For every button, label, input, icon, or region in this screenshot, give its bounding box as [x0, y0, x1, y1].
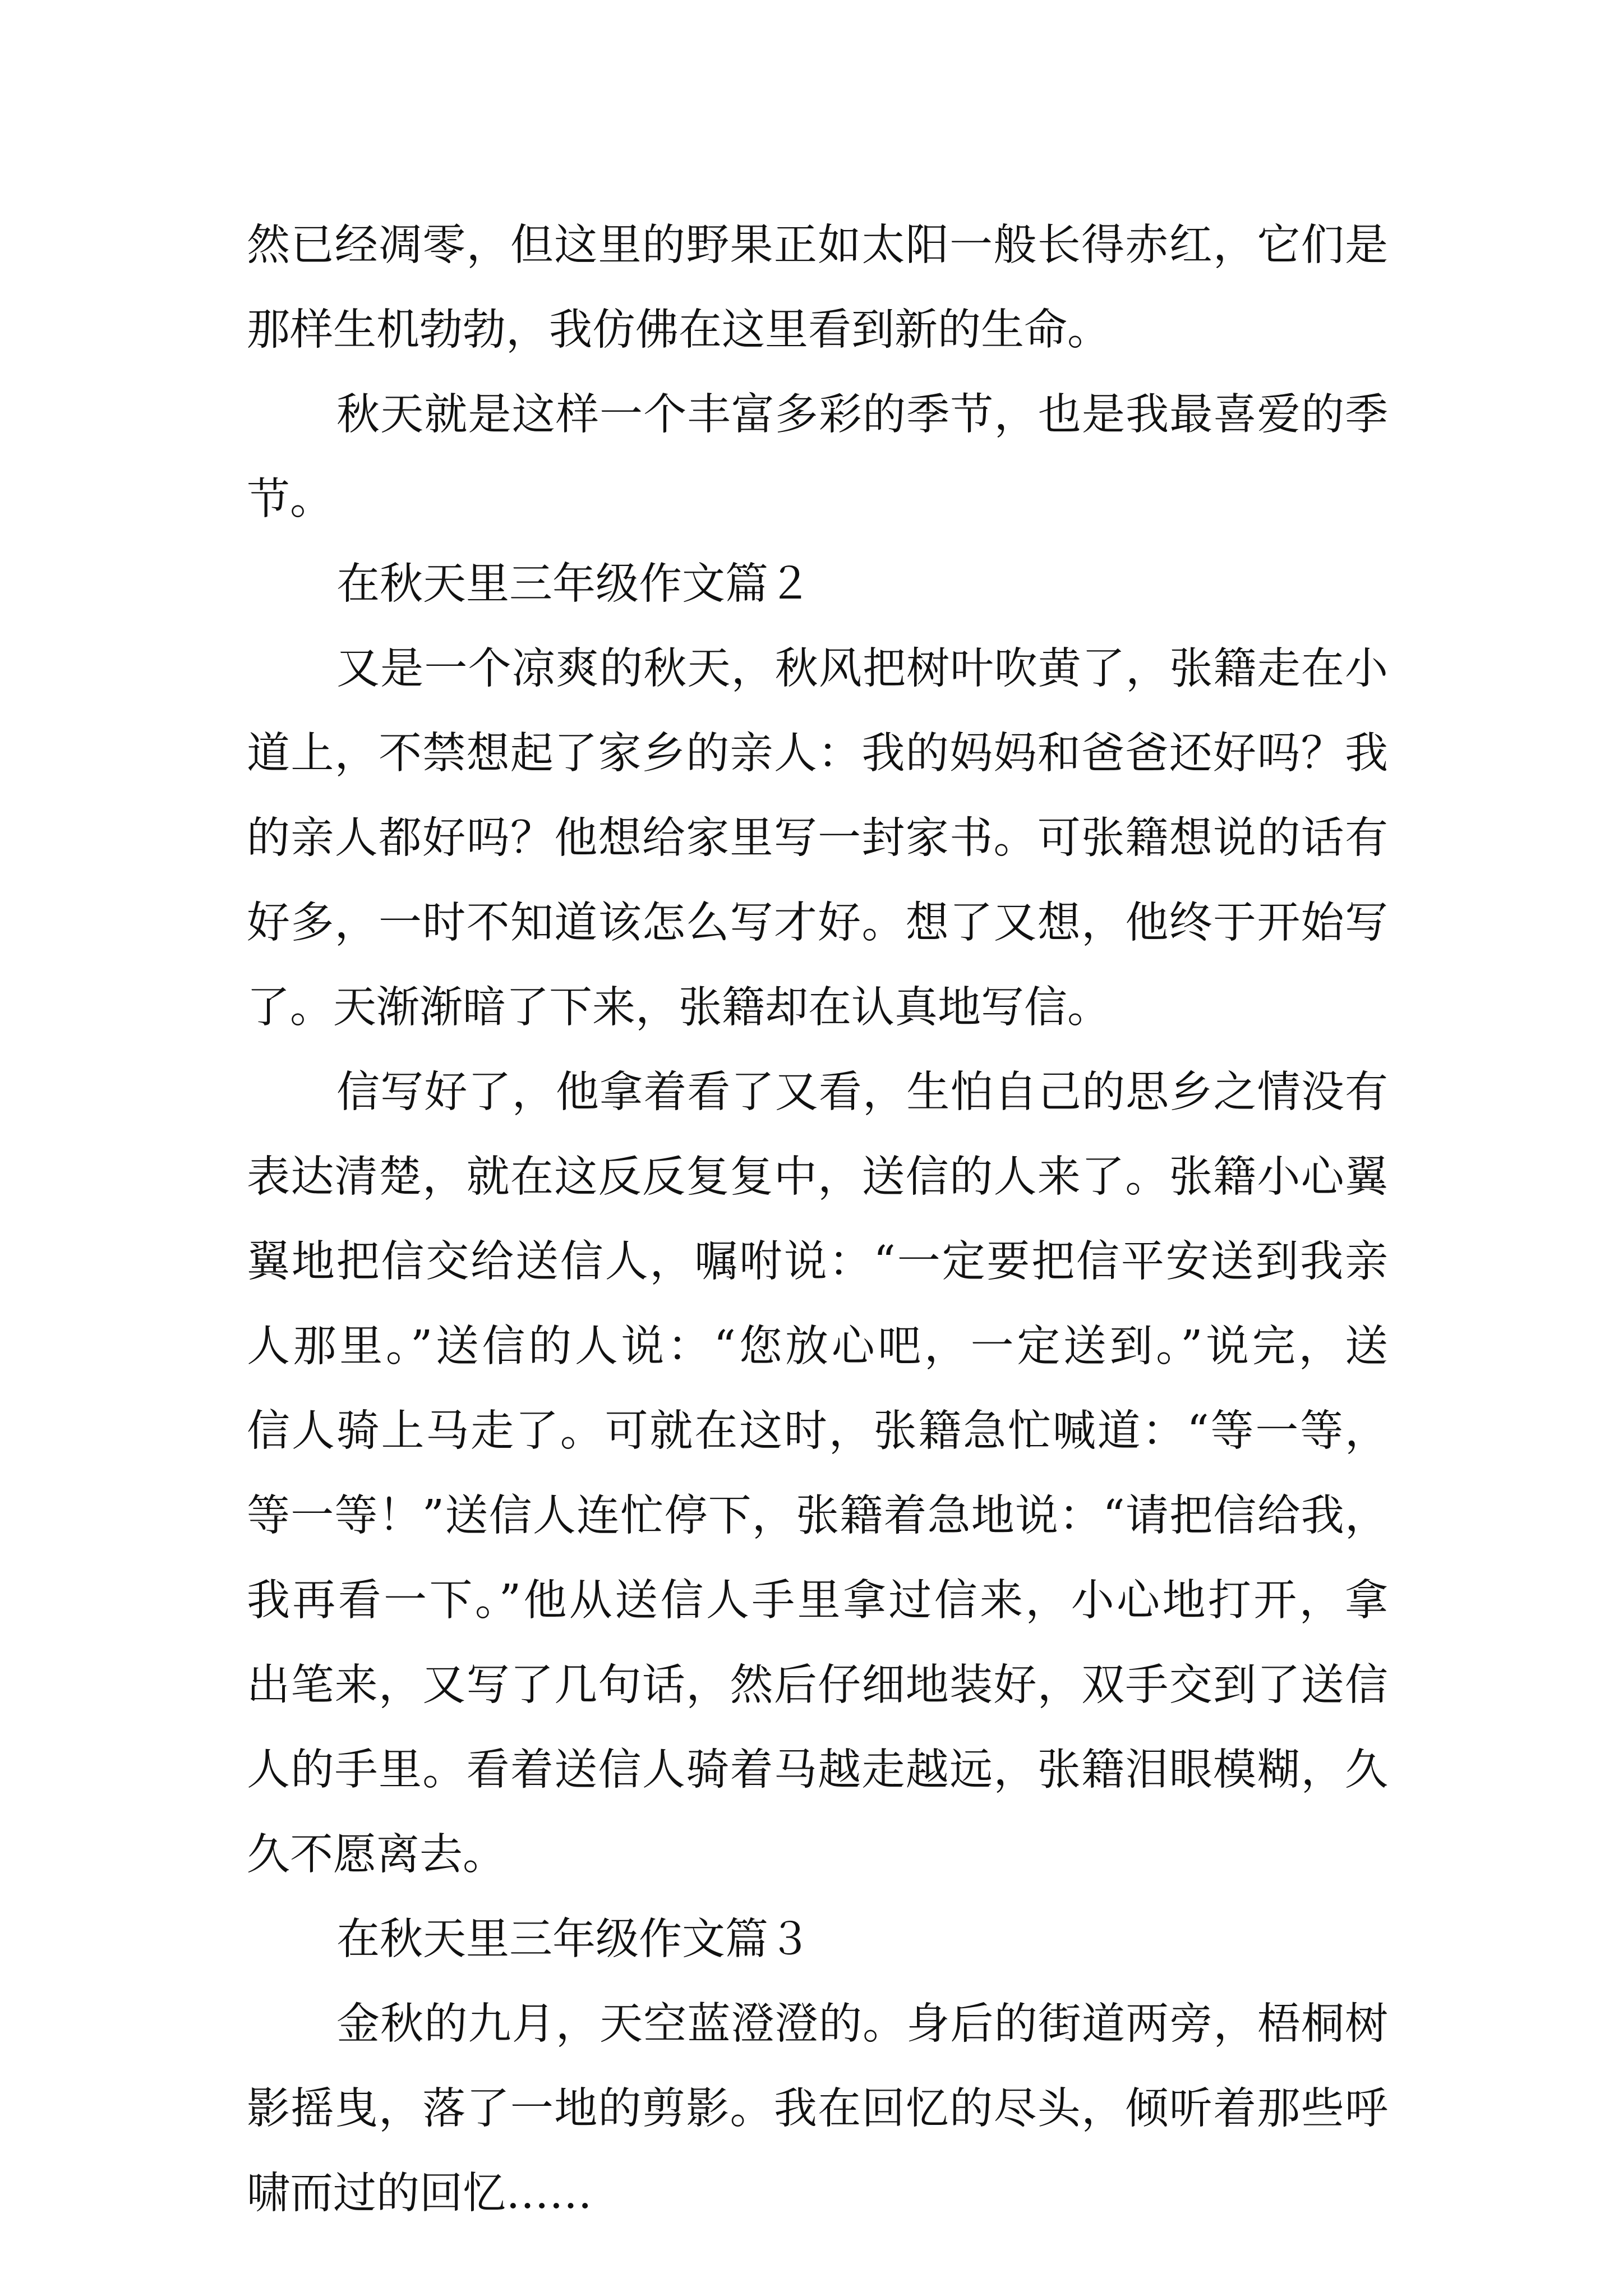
text-line: 久不愿离去。	[247, 1830, 506, 1880]
text-line: 又是一个凉爽的秋天，秋风把树叶吹黄了，张籍走在小	[336, 644, 1388, 694]
text-line: 信写好了，他拿着看了又看，生怕自己的思乡之情没有	[336, 1068, 1388, 1117]
text-line: 人的手里。看着送信人骑着马越走越远，张籍泪眼模糊，久	[247, 1745, 1388, 1795]
text-line: 出笔来，又写了几句话，然后仔细地装好，双手交到了送信	[247, 1660, 1388, 1710]
text-line: 的亲人都好吗？他想给家里写一封家书。可张籍想说的话有	[247, 813, 1388, 863]
text-line: 啸而过的回忆……	[247, 2169, 592, 2219]
text-line: 那样生机勃勃，我仿佛在这里看到新的生命。	[247, 305, 1110, 355]
text-line: 道上，不禁想起了家乡的亲人：我的妈妈和爸爸还好吗？我	[247, 729, 1388, 779]
text-line: 金秋的九月，天空蓝澄澄的。身后的街道两旁，梧桐树	[336, 1999, 1388, 2049]
section-heading: 在秋天里三年级作文篇３	[336, 1915, 811, 1964]
text-line: 等一等！”送信人连忙停下，张籍着急地说：“请把信给我，	[247, 1491, 1388, 1541]
text-line: 节。	[247, 475, 333, 524]
text-line: 然已经凋零，但这里的野果正如太阳一般长得赤红，它们是	[247, 220, 1388, 270]
text-line: 秋天就是这样一个丰富多彩的季节，也是我最喜爱的季	[336, 390, 1388, 440]
text-line: 影摇曳，落了一地的剪影。我在回忆的尽头，倾听着那些呼	[247, 2084, 1388, 2134]
text-line: 好多，一时不知道该怎么写才好。想了又想，他终于开始写	[247, 898, 1388, 948]
text-line: 人那里。”送信的人说：“您放心吧，一定送到。”说完，送	[247, 1322, 1388, 1372]
section-heading: 在秋天里三年级作文篇２	[336, 559, 811, 609]
text-line: 信人骑上马走了。可就在这时，张籍急忙喊道：“等一等，	[247, 1406, 1388, 1456]
text-line: 我再看一下。”他从送信人手里拿过信来，小心地打开，拿	[247, 1576, 1388, 1626]
text-line: 表达清楚，就在这反反复复中，送信的人来了。张籍小心翼	[247, 1152, 1388, 1202]
text-line: 翼地把信交给送信人，嘱咐说：“一定要把信平安送到我亲	[247, 1237, 1388, 1287]
text-line: 了。天渐渐暗了下来，张籍却在认真地写信。	[247, 983, 1110, 1033]
